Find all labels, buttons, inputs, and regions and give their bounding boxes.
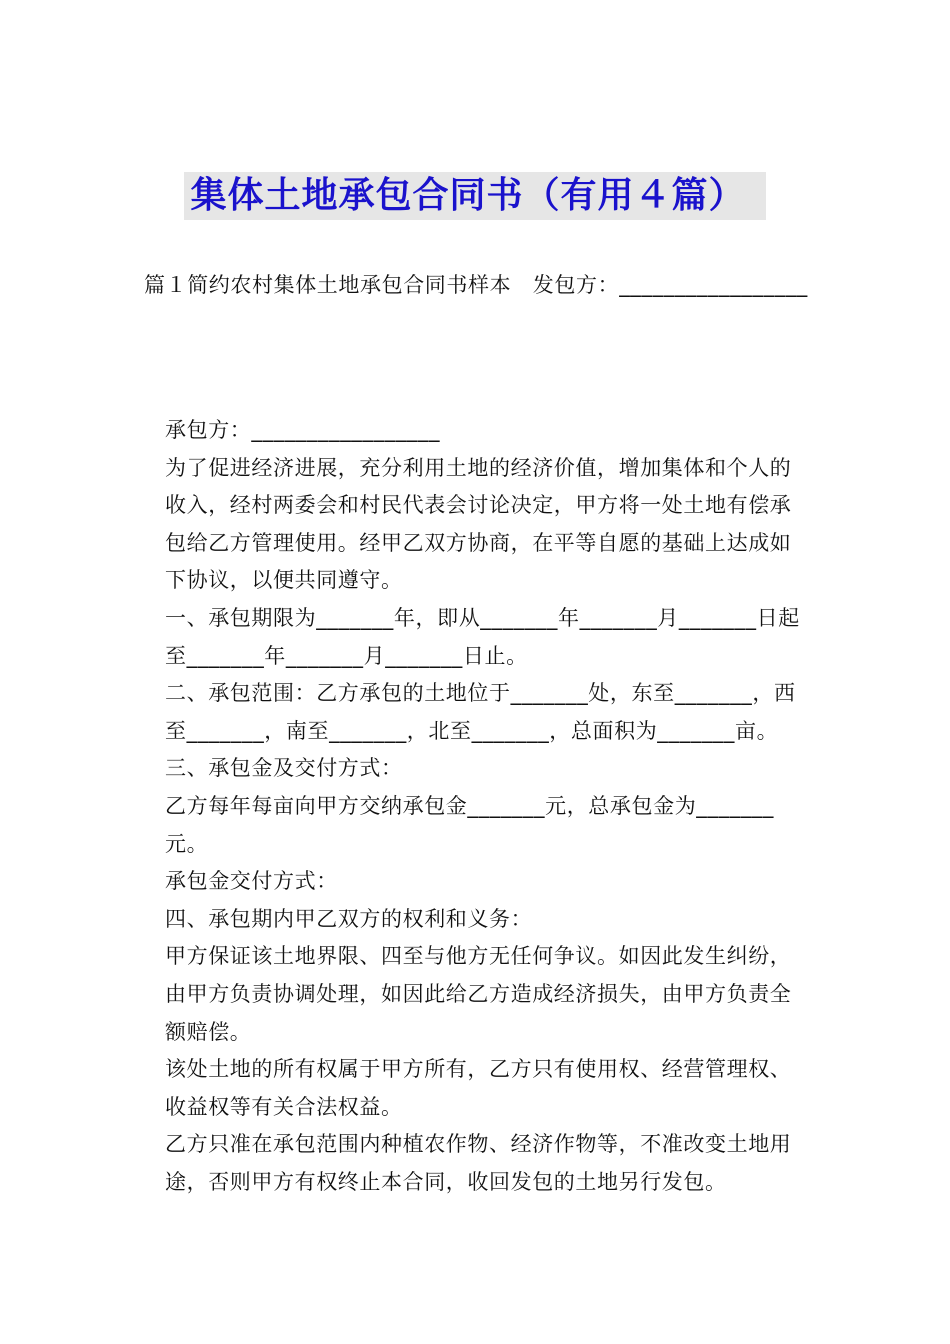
section-heading-payment: 三、承包金及交付方式：: [165, 756, 403, 781]
paragraph-land-use: 乙方只准在承包范围内种植农作物、经济作物等，不准改变土地用途，否则甲方有权终止本合同，收回发包的土地另行发包。: [165, 1132, 792, 1194]
contractor-line: 承包方：_________________: [165, 418, 441, 442]
document-body: [144, 412, 812, 1201]
intro-line: 篇１简约农村集体土地承包合同书样本 发包方：_________________: [144, 273, 808, 297]
paragraph-party-a-guarantee: 甲方保证该土地界限、四至与他方无任何争议。如因此发生纠纷，由甲方负责协调处理，如因此给乙方造成经济损失，由甲方负责全额赔偿。: [165, 944, 792, 1044]
paragraph-scope: 二、承包范围：乙方承包的土地位于_______处，东至_______，西至_______，南至_______，北至_______，总面积为_______亩。: [165, 681, 796, 743]
paragraph-fee: 乙方每年每亩向甲方交纳承包金_______元，总承包金为_______元。: [165, 793, 774, 856]
paragraph-ownership: 该处土地的所有权属于甲方所有，乙方只有使用权、经营管理权、收益权等有关合法权益。: [165, 1057, 792, 1119]
paragraph-term: 一、承包期限为_______年，即从_______年_______月_______日起至_______年_______月_______日止。: [165, 605, 800, 668]
paragraph-payment-method: 承包金交付方式：: [165, 869, 338, 894]
section-heading-rights: 四、承包期内甲乙双方的权利和义务：: [165, 906, 533, 931]
title-container: [0, 172, 950, 220]
paragraph-preamble: 为了促进经济进展，充分利用土地的经济价值，增加集体和个人的收入，经村两委会和村民代表会讨论决定，甲方将一处土地有偿承包给乙方管理使用。经甲乙双方协商，在平等自愿的基础上达成如下协议，以便共同遵守。: [165, 455, 792, 593]
document-title: 集体土地承包合同书（有用４篇）: [184, 172, 765, 220]
